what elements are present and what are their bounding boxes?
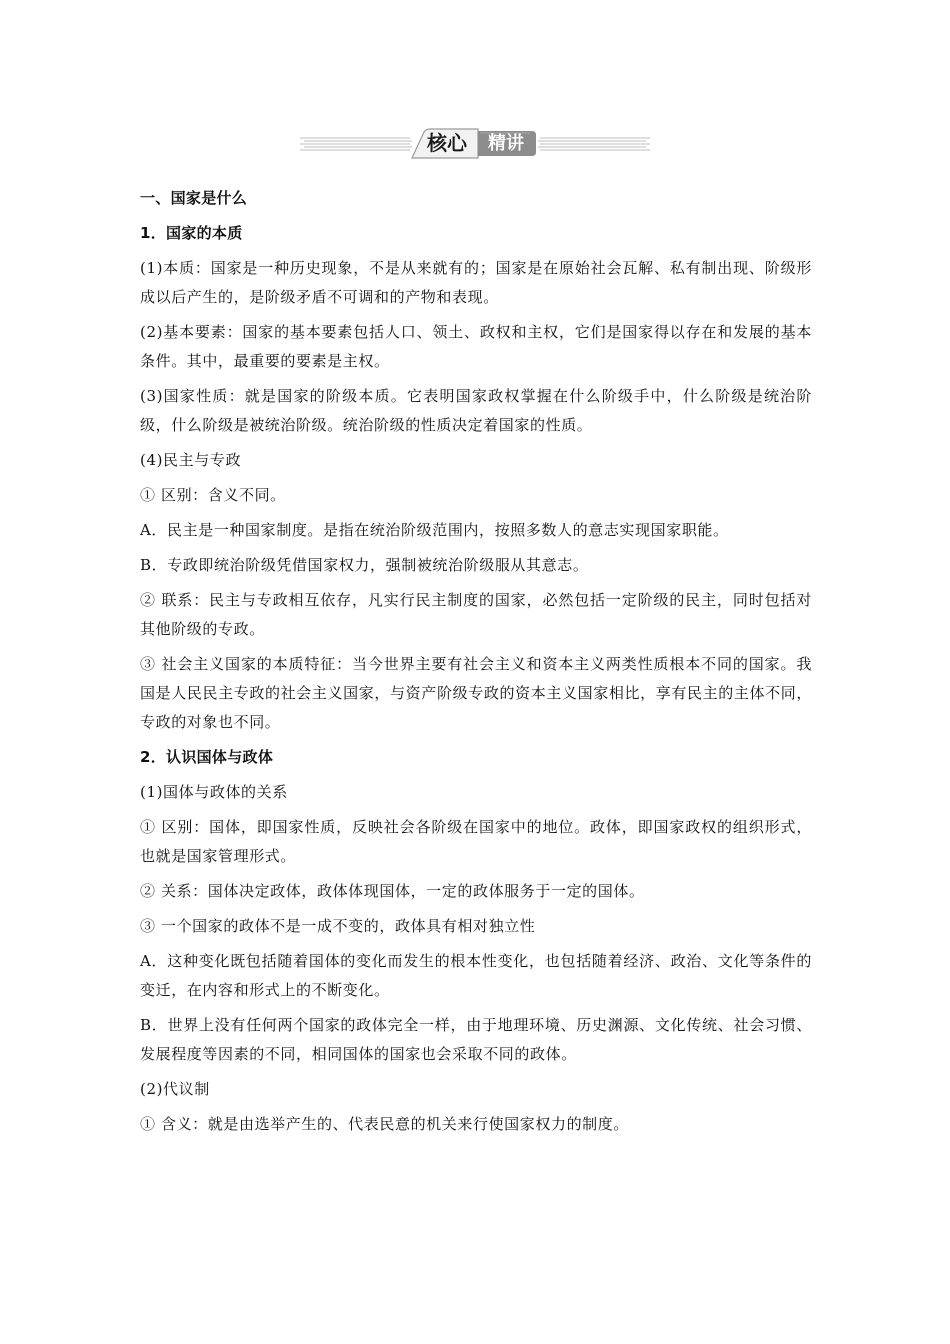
heading-what-is-state: 一、国家是什么: [140, 189, 248, 207]
document-body: [140, 184, 812, 1145]
paragraph: ① 含义：就是由选举产生的、代表民意的机关来行使国家权力的制度。: [140, 1115, 629, 1133]
paragraph: ③ 一个国家的政体不是一成不变的，政体具有相对独立性: [140, 917, 536, 935]
paragraph: (2)基本要素：国家的基本要素包括人口、领土、政权和主权，它们是国家得以存在和发展的基本条件。其中，最重要的要素是主权。: [140, 323, 812, 370]
paragraph: ① 区别：国体，即国家性质，反映社会各阶级在国家中的地位。政体，即国家政权的组织形式，也就是国家管理形式。: [140, 818, 812, 865]
paragraph: ① 区别：含义不同。: [140, 486, 286, 504]
paragraph: (4)民主与专政: [140, 451, 242, 469]
paragraph: ③ 社会主义国家的本质特征：当今世界主要有社会主义和资本主义两类性质根本不同的国家。我国是人民民主专政的社会主义国家，与资产阶级专政的资本主义国家相比，享有民主的主体不同，专政的对象也不同。: [140, 655, 812, 731]
subheading-state-essence: 1．国家的本质: [140, 224, 243, 242]
paragraph: (3)国家性质：就是国家的阶级本质。它表明国家政权掌握在什么阶级手中，什么阶级是统治阶级，什么阶级是被统治阶级。统治阶级的性质决定着国家的性质。: [140, 387, 812, 434]
paragraph: B．专政即统治阶级凭借国家权力，强制被统治阶级服从其意志。: [140, 556, 589, 574]
paragraph: (1)国体与政体的关系: [140, 783, 288, 801]
section-banner: [300, 128, 650, 162]
paragraph: ② 联系：民主与专政相互依存，凡实行民主制度的国家，必然包括一定阶级的民主，同时包括对其他阶级的专政。: [140, 591, 812, 638]
paragraph: ② 关系：国体决定政体，政体体现国体，一定的政体服务于一定的国体。: [140, 882, 645, 900]
banner-core-label: 核心: [427, 131, 467, 155]
paragraph: (1)本质：国家是一种历史现象，不是从来就有的；国家是在原始社会瓦解、私有制出现、阶级形成以后产生的，是阶级矛盾不可调和的产物和表现。: [140, 259, 812, 306]
paragraph: A．民主是一种国家制度。是指在统治阶级范围内，按照多数人的意志实现国家职能。: [140, 521, 729, 539]
banner-lecture-label: 精讲: [488, 133, 524, 154]
paragraph: B．世界上没有任何两个国家的政体完全一样，由于地理环境、历史渊源、文化传统、社会习惯、发展程度等因素的不同，相同国体的国家也会采取不同的政体。: [140, 1016, 812, 1063]
paragraph: (2)代议制: [140, 1080, 210, 1098]
paragraph: A．这种变化既包括随着国体的变化而发生的根本性变化，也包括随着经济、政治、文化等条件的变迁，在内容和形式上的不断变化。: [140, 952, 812, 999]
subheading-state-form: 2．认识国体与政体: [140, 748, 274, 766]
